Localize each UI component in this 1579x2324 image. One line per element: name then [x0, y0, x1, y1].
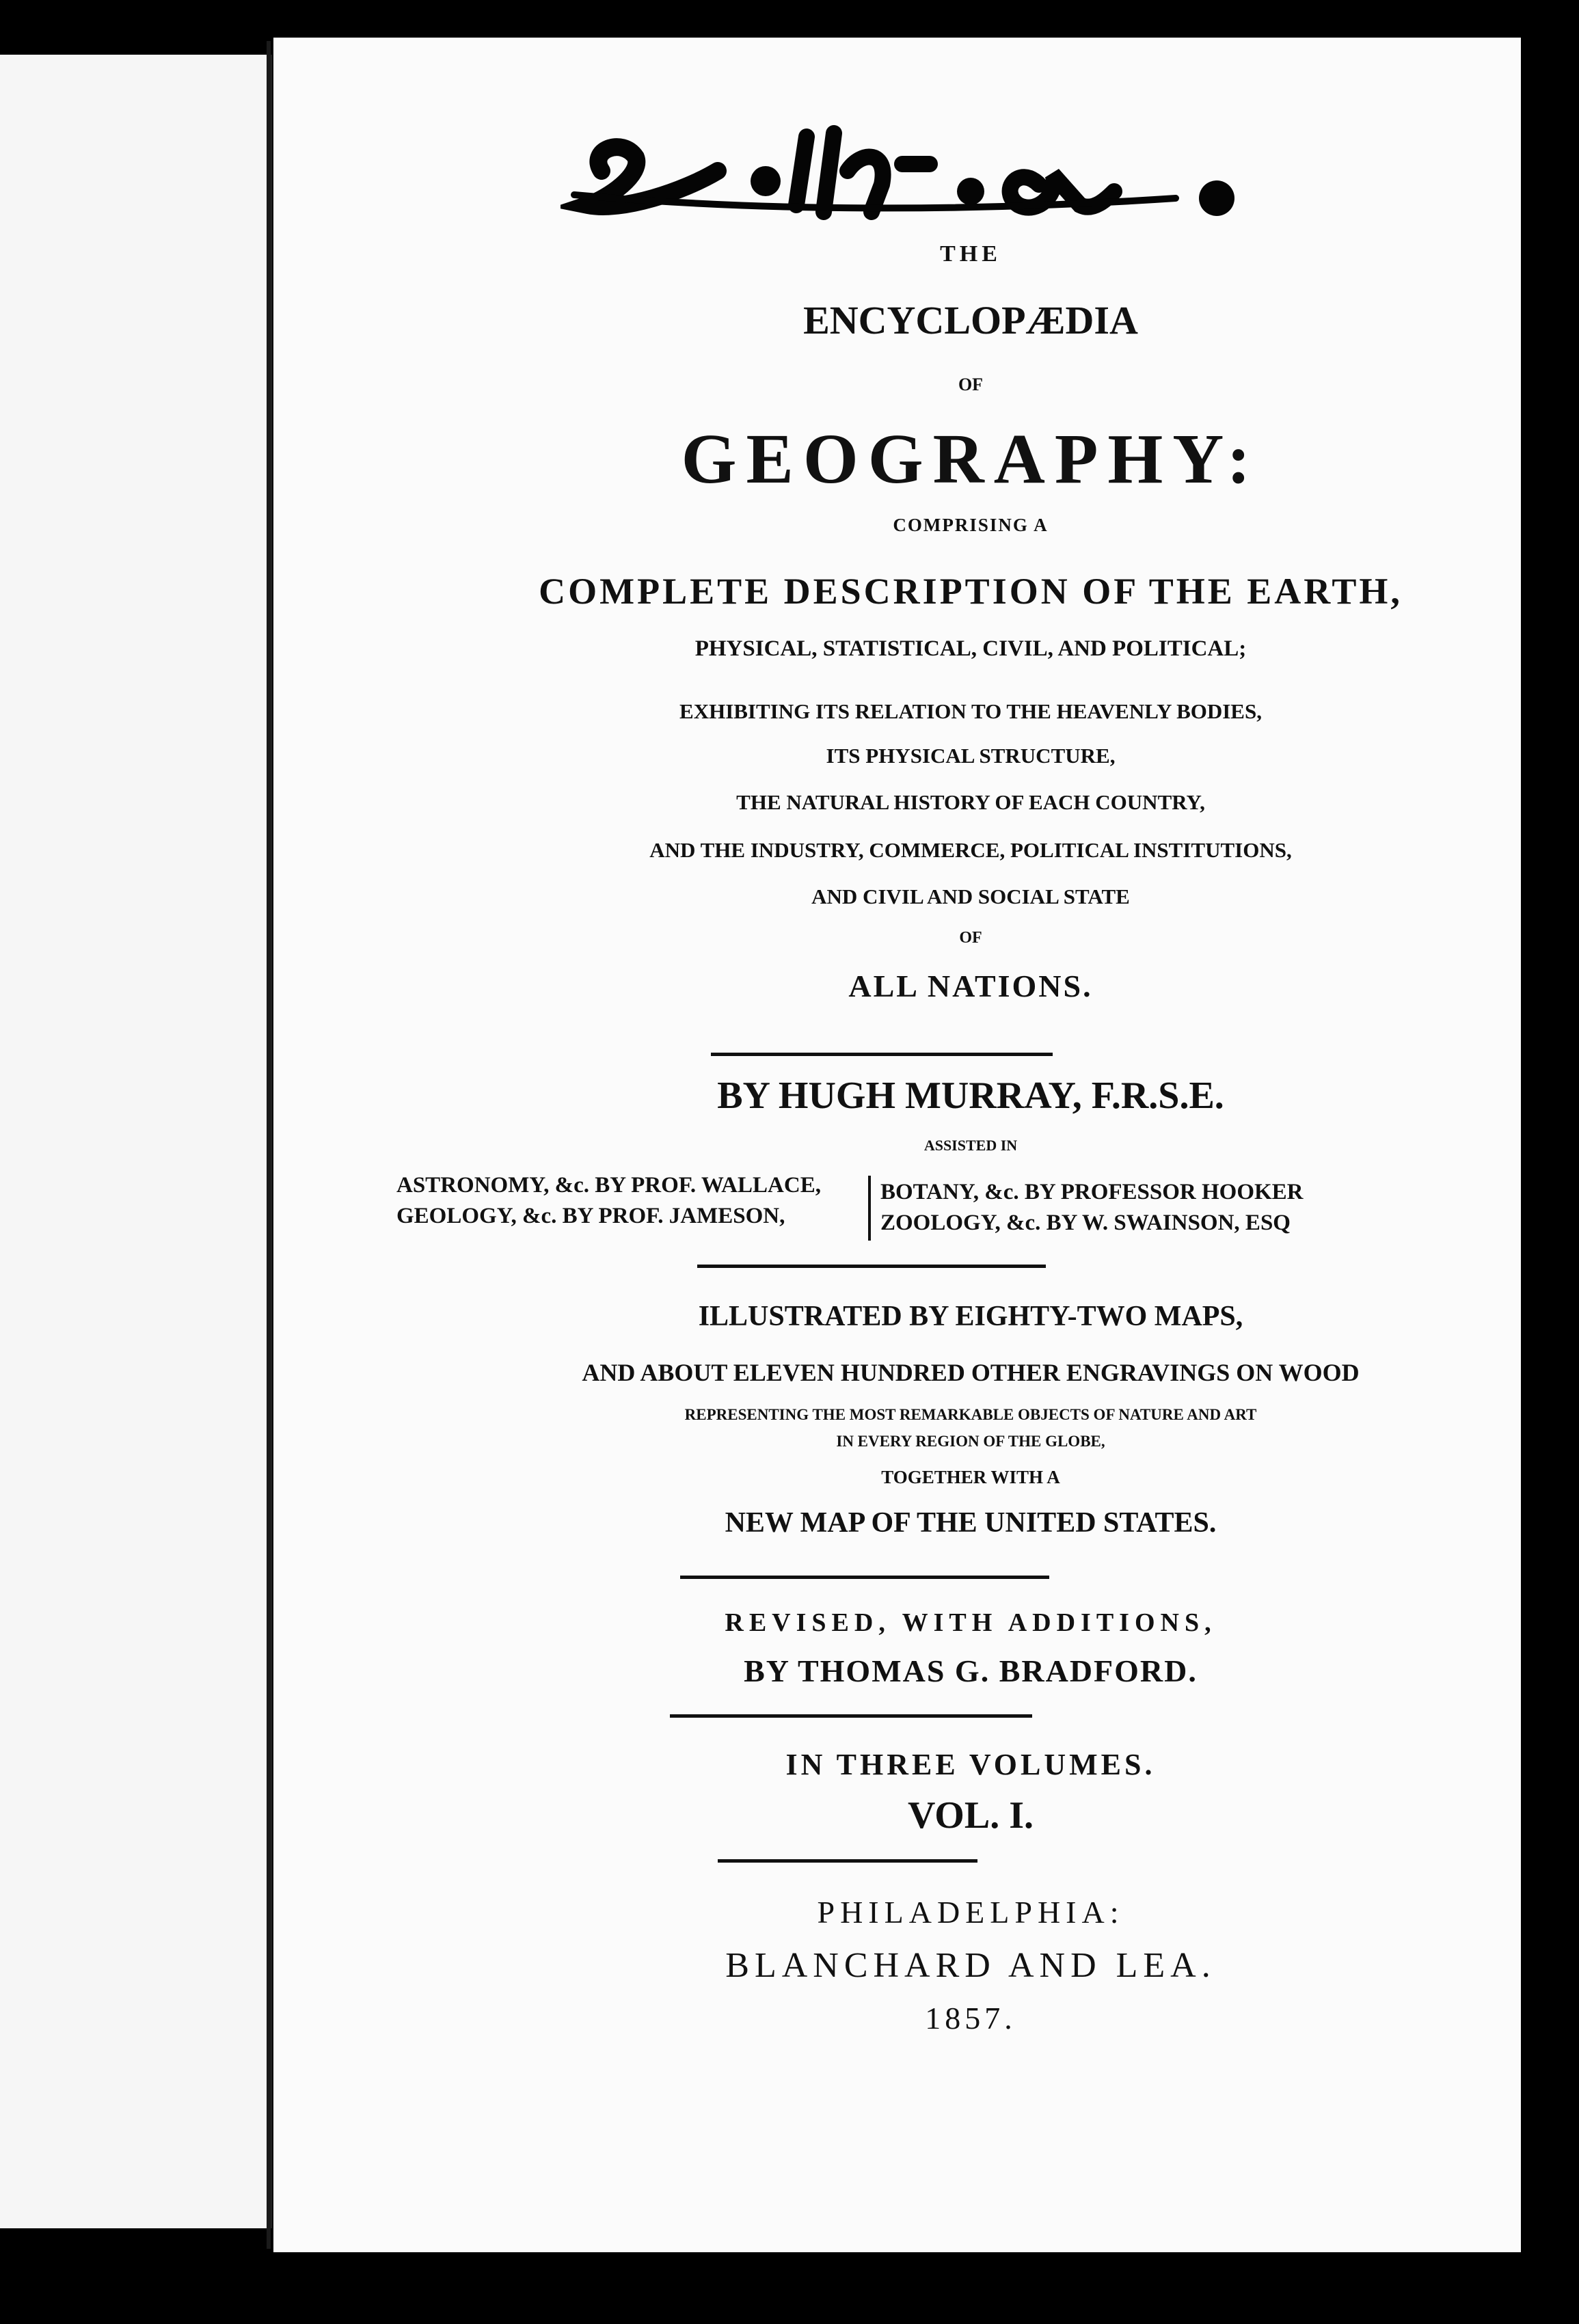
revision-line-1: REVISED, WITH ADDITIONS, — [725, 1608, 1217, 1637]
subtitle-of: OF — [959, 929, 982, 947]
divider-rule — [670, 1714, 1032, 1718]
assist-geology: GEOLOGY, &c. BY PROF. JAMESON, — [396, 1204, 785, 1228]
handwritten-shelfmark — [561, 109, 1258, 260]
subtitle-comprising: COMPRISING A — [893, 515, 1049, 535]
illustrations-line-2: AND ABOUT ELEVEN HUNDRED OTHER ENGRAVINGS ON WOOD — [582, 1359, 1360, 1386]
title-of: OF — [958, 375, 984, 394]
assist-astronomy: ASTRONOMY, &c. BY PROF. WALLACE, — [396, 1173, 821, 1198]
volumes-line-2: VOL. I. — [907, 1794, 1034, 1837]
divider-rule — [680, 1576, 1049, 1579]
subtitle-natural: THE NATURAL HISTORY OF EACH COUNTRY, — [736, 790, 1205, 814]
assist-botany: BOTANY, &c. BY PROFESSOR HOOKER — [880, 1180, 1304, 1204]
subtitle-nations: ALL NATIONS. — [848, 969, 1093, 1003]
subtitle-exhibiting: EXHIBITING ITS RELATION TO THE HEAVENLY BODIES, — [679, 699, 1262, 723]
subtitle-civil: AND CIVIL AND SOCIAL STATE — [811, 884, 1130, 908]
volumes-line-1: IN THREE VOLUMES. — [785, 1748, 1156, 1781]
imprint-city: PHILADELPHIA: — [817, 1895, 1124, 1930]
illustrations-line-4: IN EVERY REGION OF THE GLOBE, — [836, 1433, 1105, 1450]
imprint-publisher: BLANCHARD AND LEA. — [725, 1946, 1216, 1985]
author-name: BY HUGH MURRAY, F.R.S.E. — [717, 1075, 1224, 1117]
author-assisted: ASSISTED IN — [923, 1137, 1018, 1154]
title-the: THE — [940, 241, 1001, 267]
subtitle-complete: COMPLETE DESCRIPTION OF THE EARTH, — [539, 571, 1403, 612]
revision-line-2: BY THOMAS G. BRADFORD. — [744, 1653, 1198, 1688]
imprint-year: 1857. — [925, 2001, 1016, 2036]
illustrations-line-6: NEW MAP OF THE UNITED STATES. — [725, 1507, 1217, 1539]
divider-rule — [697, 1265, 1046, 1268]
title-geography: GEOGRAPHY: — [681, 420, 1260, 498]
illustrations-line-1: ILLUSTRATED BY EIGHTY-TWO MAPS, — [698, 1301, 1243, 1332]
assist-divider — [868, 1176, 871, 1241]
subtitle-structure: ITS PHYSICAL STRUCTURE, — [826, 744, 1116, 768]
subtitle-physical: PHYSICAL, STATISTICAL, CIVIL, AND POLITICAL; — [694, 636, 1247, 661]
illustrations-line-3: REPRESENTING THE MOST REMARKABLE OBJECTS OF NATURE AND ART — [684, 1406, 1257, 1423]
subtitle-industry: AND THE INDUSTRY, COMMERCE, POLITICAL INSTITUTIONS, — [649, 838, 1292, 862]
title-encyclopaedia: ENCYCLOPÆDIA — [803, 298, 1138, 342]
assist-zoology: ZOOLOGY, &c. BY W. SWAINSON, ESQ — [880, 1211, 1291, 1235]
divider-rule — [718, 1859, 977, 1863]
divider-rule — [711, 1053, 1053, 1056]
book-gutter — [267, 41, 271, 2249]
facing-page — [0, 55, 272, 2228]
illustrations-line-5: TOGETHER WITH A — [881, 1467, 1060, 1487]
